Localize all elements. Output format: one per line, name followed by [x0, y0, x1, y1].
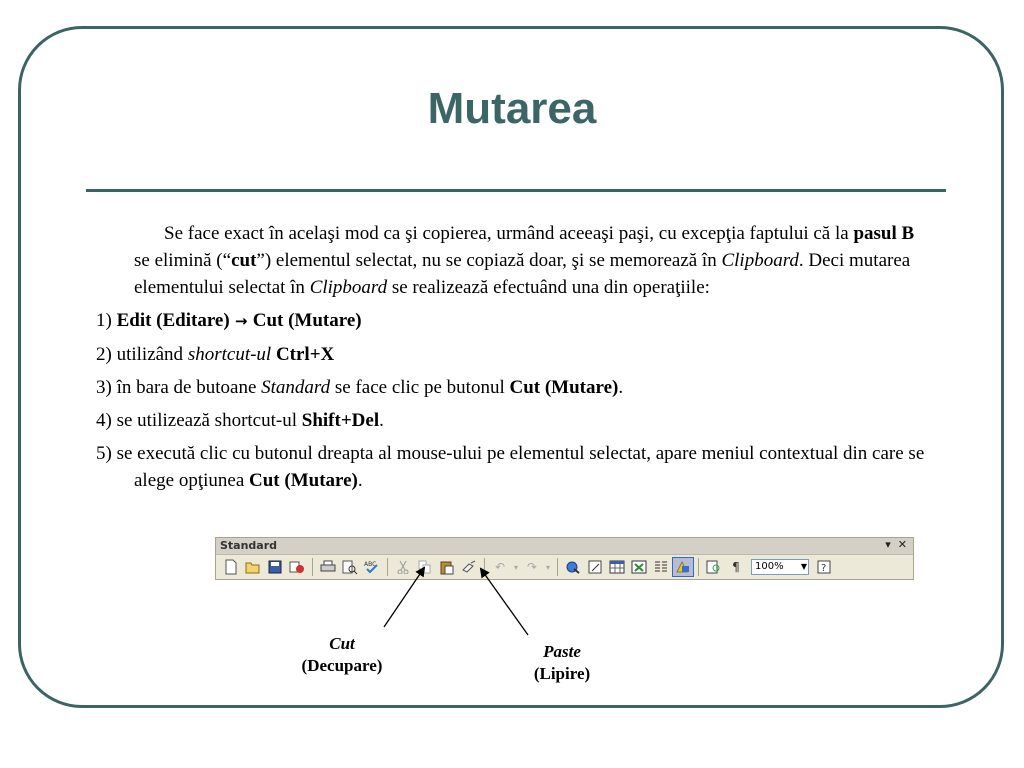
undo-icon[interactable]: ↶	[494, 560, 506, 574]
text-run: se face clic pe butonul	[330, 377, 510, 398]
text-run: 1)	[96, 310, 117, 331]
toolbar-options-icon[interactable]: ▾	[885, 538, 891, 551]
paste-callout	[502, 641, 622, 685]
text-run-bold: Edit (Editare)	[116, 310, 230, 331]
svg-text:ABC: ABC	[364, 561, 377, 568]
text-run: .	[618, 377, 624, 398]
text-run-italic: shortcut-ul	[187, 344, 272, 365]
redo-dropdown-icon[interactable]: ▾	[545, 562, 550, 572]
text-run-bold: )	[355, 310, 362, 331]
slide-title: Mutarea	[427, 84, 597, 133]
text-run-bold: Cut	[252, 310, 284, 331]
zoom-value: 100%	[755, 561, 784, 572]
text-run: . Deci mutarea elementului selectat în	[134, 250, 911, 298]
text-run: 5) se execută clic cu butonul dreapta al mouse-ului pe elementul selectat, apare meniul contextual din care se alege opţiunea	[96, 443, 925, 491]
text-run-italic: Standard	[261, 377, 331, 398]
text-run: Se face exact în acelaşi mod ca şi copierea, urmând aceeaşi paşi, cu excepţia faptului că la	[164, 223, 854, 244]
text-run: .	[379, 410, 384, 431]
close-icon[interactable]: ✕	[897, 538, 907, 551]
show-formatting-icon[interactable]: ¶	[732, 560, 740, 574]
redo-icon[interactable]: ↷	[526, 560, 538, 574]
paste-callout-label: (Lipire)	[533, 664, 591, 683]
text-run: 2) utilizând	[96, 344, 188, 365]
text-run-bold: Mutare	[294, 310, 356, 331]
paste-callout-name: Paste	[543, 642, 581, 661]
paste-callout-arrow	[481, 569, 528, 635]
text-run: ”) elementul selectat, nu se copiază doar, şi se memorează în	[256, 250, 722, 271]
text-run-bold: pasul B	[853, 223, 915, 244]
text-run: se realizează efectuând una din operaţiile:	[387, 277, 710, 298]
text-run-italic: Clipboard	[721, 250, 799, 271]
text-run: 3) în bara de butoane	[96, 377, 262, 398]
text-run-bold: cut	[231, 250, 257, 271]
cut-callout-name: Cut	[329, 634, 355, 653]
text-run-italic: Clipboard	[309, 277, 388, 298]
cut-callout-label: (Decupare)	[301, 656, 383, 675]
undo-dropdown-icon[interactable]: ▾	[513, 562, 518, 572]
cut-callout	[282, 633, 402, 677]
toolbar-title: Standard	[220, 539, 278, 552]
text-run-bold: Ctrl+X	[275, 344, 335, 365]
chevron-down-icon: ▼	[800, 562, 807, 571]
svg-text:?: ?	[821, 563, 827, 574]
text-run-bold: Shift+Del	[301, 410, 380, 431]
text-run-bold: (	[283, 310, 295, 331]
text-run: se elimină (“	[134, 250, 232, 271]
cut-callout-arrow	[384, 568, 424, 627]
right-arrow-icon: →	[229, 312, 253, 330]
text-run: 4) se utilizează shortcut-ul	[96, 410, 302, 431]
text-run-bold: Cut (Mutare)	[509, 377, 619, 398]
text-run: .	[357, 470, 363, 491]
text-run-bold: Cut (Mutare)	[249, 470, 358, 491]
